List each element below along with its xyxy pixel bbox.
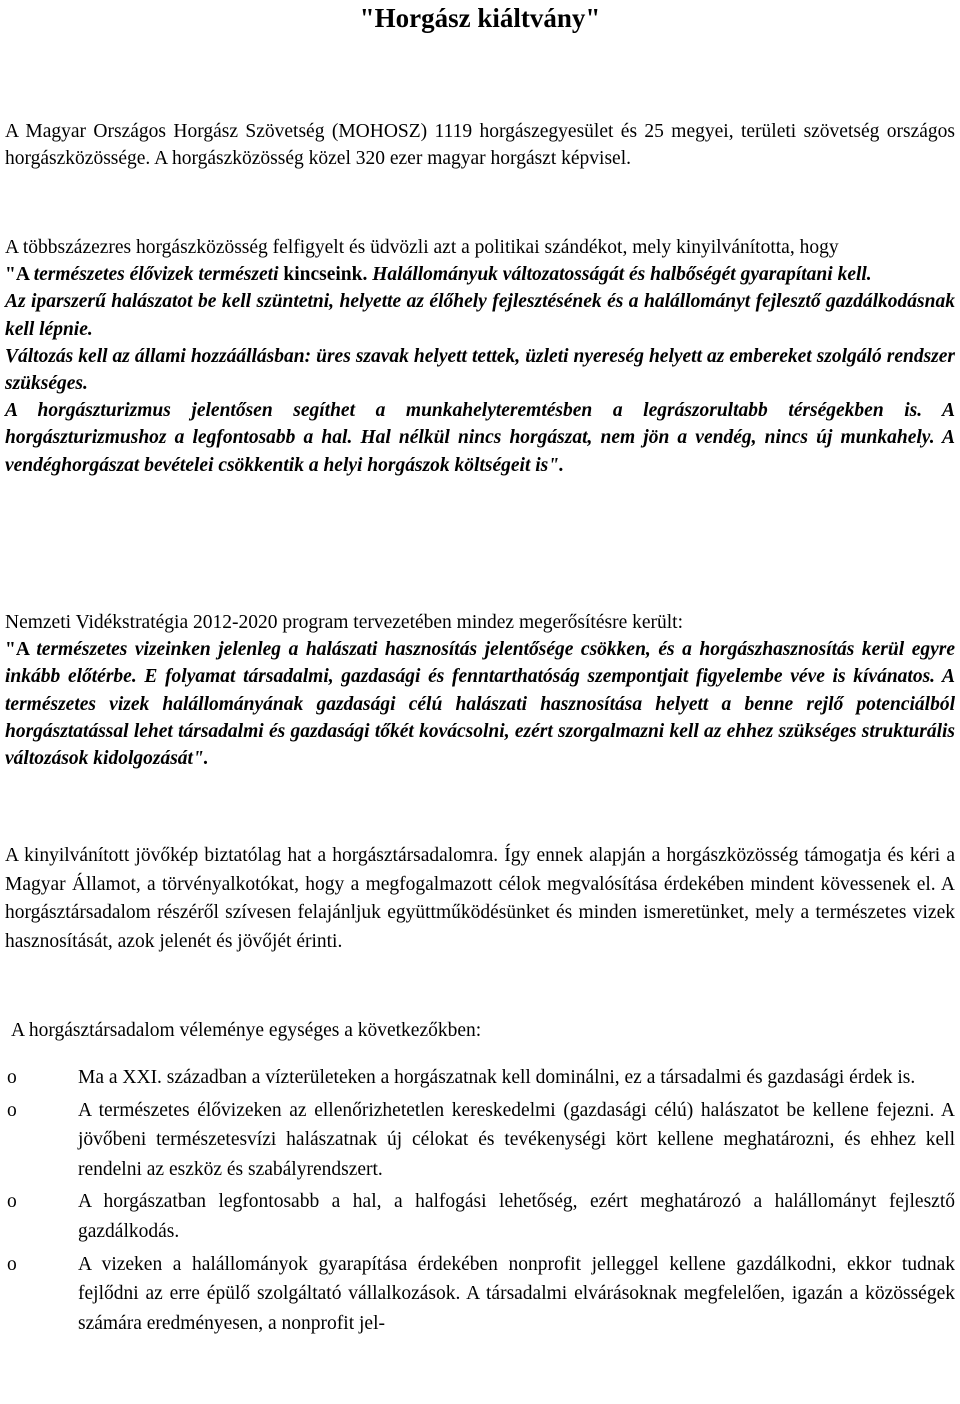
quote-open: "A [5, 639, 37, 661]
quote-phrase-end: kincseink. [278, 264, 368, 286]
section1-paragraph [5, 234, 955, 479]
quote-text: természetes vizeinken jelenleg a halászati hasznosítás jelentősége csökken, és a horgászhasznosítás kerül egyre inkább előtérbe. E folyamat társadalmi, gazdasági és fenntarthatóság szempontjait figyelembe véve is kívánatos. A természetes vizek halállományának gazdasági célú halászati hasznosítása helyett a benne rejlő potenciálból horgásztatással lehet társadalmi és gazdasági tőkét kovácsolni, ezért szorgalmazni kell az ehhez szükséges strukturális változások kidolgozását". [5, 639, 955, 770]
list-item [5, 1250, 955, 1339]
section1-quote-2: Az iparszerű halászatot be kell szüntetni, helyette az élőhely fejlesztésének és a halállományt fejlesztő gazdálkodásnak kell lépnie. [5, 291, 955, 340]
document-title: "Horgász kiáltvány" [359, 3, 601, 33]
section1-quote-3: Változás kell az állami hozzáállásban: üres szavak helyett tettek, üzleti nyereség helyett az embereket szolgáló rendszer szükséges. [5, 345, 955, 395]
section1-quote-4: A horgászturizmus jelentősen segíthet a munkahelyteremtésben a legrászorultabb térségekben is. A horgászturizmushoz a legfontosabb a hal. Hal nélkül nincs horgászat, nem jön a vendég, nincs új munkahely. A vendéghorgászat bevételei csökkentik a helyi horgászok költségeit is". [5, 400, 955, 476]
section1-quote-1 [5, 261, 955, 288]
bullet-marker: o [7, 1099, 17, 1121]
quote-open: "A [5, 264, 34, 286]
intro-paragraph: A Magyar Országos Horgász Szövetség (MOHOSZ) 1119 horgászegyesület és 25 megyei, területi szövetség országos horgászközössége. A horgászközösség közel 320 ezer magyar horgászt képvisel. [5, 121, 955, 170]
quote-phrase: természetes élővizek természeti [33, 264, 279, 286]
list-item-text: A horgászatban legfontosabb a hal, a halfogási lehetőség, ezért meghatározó a halállományt fejlesztő gazdálkodás. [78, 1191, 955, 1242]
section2-lead: Nemzeti Vidékstratégia 2012-2020 program tervezetében mindez megerősítésre került: [5, 612, 684, 633]
section4-lead: A horgásztársadalom véleménye egységes a következőkben: [11, 1020, 482, 1041]
quote-sentence: Halállományuk változatosságát és halbőségét gyarapítani kell. [367, 264, 872, 286]
section1-lead: A többszázezres horgászközösség felfigyelt és üdvözli azt a politikai szándékot, mely kinyilvánította, hogy [5, 237, 839, 258]
bullet-list [5, 1063, 955, 1341]
bullet-marker: o [7, 1067, 17, 1088]
list-item-text: A természetes élővizeken az ellenőrizhetetlen kereskedelmi (gazdasági célú) halászatot be kellene fejezni. A jövőbeni természetesvízi halászatnak új célokat és tevékenységi kört kellene meghatározni, és ehhez kell rendelni az eszköz és szabályrendszert. [78, 1099, 955, 1180]
bullet-marker: o [7, 1253, 17, 1275]
section2-quote [5, 636, 955, 772]
list-item [5, 1063, 955, 1093]
bullet-marker: o [7, 1191, 17, 1213]
list-item [5, 1187, 955, 1246]
list-item-text: Ma a XXI. században a vízterületeken a horgászatnak kell dominálni, ez a társadalmi és gazdasági érdek is. [78, 1067, 916, 1088]
section3-paragraph: A kinyilvánított jövőkép biztatólag hat a horgásztársadalomra. Így ennek alapján a horgászközösség támogatja és kéri a Magyar Államot, a törvényalkotókat, hogy a megfogalmazott célok megvalósítása érdekében mindent kövessenek el. A horgásztársadalom részéről szívesen felajánljuk együttműködésünket és minden ismeretünket, mely a természetes vizek hasznosítását, azok jelenét és jövőjét érinti. [5, 845, 955, 952]
section2-paragraph [5, 609, 955, 772]
list-item-text: A vizeken a halállományok gyarapítása érdekében nonprofit jelleggel kellene gazdálkodni, ekkor tudnak fejlődni az erre épülő szolgáltató vállalkozások. A társadalmi elvárásoknak megfelelően, igazán a közösségek számára eredményesen, a nonprofit jel- [78, 1253, 955, 1334]
list-item [5, 1096, 955, 1185]
